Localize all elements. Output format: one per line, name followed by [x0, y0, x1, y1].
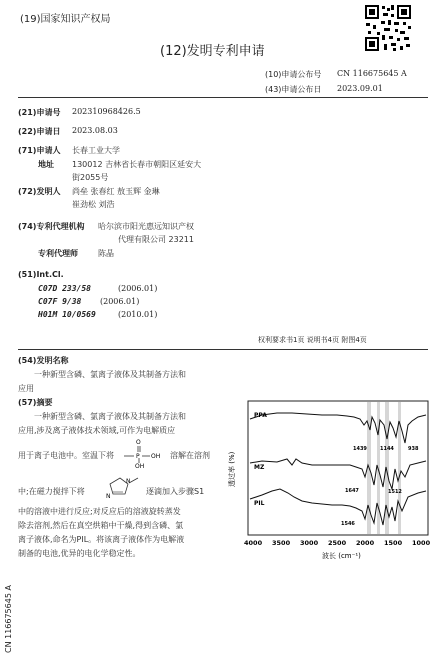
invention-title-line-1: 一种新型含磷、氯离子液体及其制备方法和 [34, 370, 186, 379]
x-tick-label: 1500 [384, 539, 403, 547]
abstract-line: 一种新型含磷、氯离子液体及其制备方法和 [34, 412, 186, 421]
patent-office: (19)国家知识产权局 [20, 14, 111, 25]
invention-title-line-2: 应用 [18, 384, 34, 393]
document-type: (12)发明专利申请 [160, 44, 265, 59]
applicant: 长春工业大学 [72, 146, 120, 155]
svg-text:O: O [136, 439, 141, 446]
imidazole-structure [100, 472, 144, 502]
svg-text:OH: OH [151, 453, 161, 460]
svg-text:OH: OH [135, 463, 145, 468]
inventors-line-2: 崔劲松 刘浩 [72, 200, 115, 209]
peak-label: 1439 [353, 446, 367, 452]
publication-date-label: (43)申请公布日 [265, 85, 322, 94]
application-date-label: (22)申请日 [18, 127, 61, 136]
ipc-code: C07D 233/58 [38, 284, 91, 293]
header-rule [18, 97, 428, 98]
series-label: PPA [254, 412, 267, 419]
abstract-line: 应用,涉及离子液体技术领域,可作为电解质应 [18, 426, 176, 435]
agent-label: 专利代理师 [38, 249, 78, 258]
peak-label: 1546 [341, 521, 355, 527]
agency-line-2: 代理有限公司 23211 [118, 235, 194, 244]
phosphonic-acid-structure [120, 436, 168, 468]
ipc-date: (2010.01) [118, 310, 158, 319]
spine-text: CN 116675645 A [4, 585, 13, 653]
application-date: 2023.08.03 [72, 126, 118, 135]
abstract-line: 中;在磁力搅拌下将 [18, 487, 85, 496]
qr-code [364, 4, 412, 52]
title-label: (54)发明名称 [18, 356, 69, 365]
section-rule [18, 349, 428, 350]
ipc-code: H01M 10/0569 [38, 310, 96, 319]
abstract-label: (57)摘要 [18, 398, 53, 407]
abstract-line: 制备的电池,优异的电化学稳定性。 [18, 549, 141, 558]
application-number: 202310968426.5 [72, 107, 141, 116]
application-number-label: (21)申请号 [18, 108, 61, 117]
intcl-label: (51)Int.Cl. [18, 270, 64, 279]
x-tick-label: 4000 [244, 539, 263, 547]
peak-label: 1144 [380, 446, 394, 452]
abstract-line: 溶解在溶剂 [170, 451, 210, 460]
spine-publication-number [2, 565, 14, 655]
svg-text:P: P [136, 453, 140, 460]
publication-date: 2023.09.01 [337, 84, 383, 93]
agency-line-1: 哈尔滨市阳光惠远知识产权 [98, 222, 194, 231]
abstract-line: 中的溶液中进行反应;对反应后的溶液旋转蒸发 [18, 507, 181, 516]
x-tick-label: 2500 [328, 539, 347, 547]
inventors-line-1: 尚垒 张春红 敖玉辉 金琳 [72, 187, 160, 196]
ipc-code: C07F 9/38 [38, 297, 82, 306]
publication-number: CN 116675645 A [337, 69, 407, 78]
series-label: PIL [254, 500, 265, 507]
address-line-2: 街2055号 [72, 173, 109, 182]
page-counts: 权利要求书1页 说明书4页 附图4页 [258, 336, 367, 344]
abstract-line: 除去溶剂,然后在真空烘箱中干燥,得到含磷、氯 [18, 521, 184, 530]
x-tick-label: 1000 [412, 539, 431, 547]
publication-number-label: (10)申请公布号 [265, 70, 322, 79]
abstract-line: 逐滴加入步骤S1 [146, 487, 205, 496]
address-line-1: 130012 吉林省长春市朝阳区延安大 [72, 160, 202, 169]
peak-label: 1512 [388, 489, 402, 495]
x-tick-label: 3000 [300, 539, 319, 547]
ipc-date: (2006.01) [100, 297, 140, 306]
x-tick-label: 3500 [272, 539, 291, 547]
applicant-label: (71)申请人 [18, 146, 61, 155]
abstract-line: 用于离子电池中。室温下将 [18, 451, 114, 460]
peak-label: 938 [408, 446, 419, 452]
address-label: 地址 [38, 160, 54, 169]
svg-text:N: N [106, 493, 111, 500]
ipc-date: (2006.01) [118, 284, 158, 293]
series-label: MZ [254, 464, 265, 471]
svg-text:N: N [126, 478, 131, 485]
inventors-label: (72)发明人 [18, 187, 61, 196]
agent-name: 陈晶 [98, 249, 114, 258]
x-axis-label: 波长 (cm⁻¹) [322, 552, 361, 560]
y-axis-label: 透过率 (%) [228, 451, 236, 487]
ftir-spectrum-figure [222, 395, 436, 563]
peak-label: 1647 [345, 488, 359, 494]
agency-label: (74)专利代理机构 [18, 222, 85, 231]
abstract-line: 离子液体,命名为PIL。将该离子液体作为电解液 [18, 535, 185, 544]
x-tick-label: 2000 [356, 539, 375, 547]
